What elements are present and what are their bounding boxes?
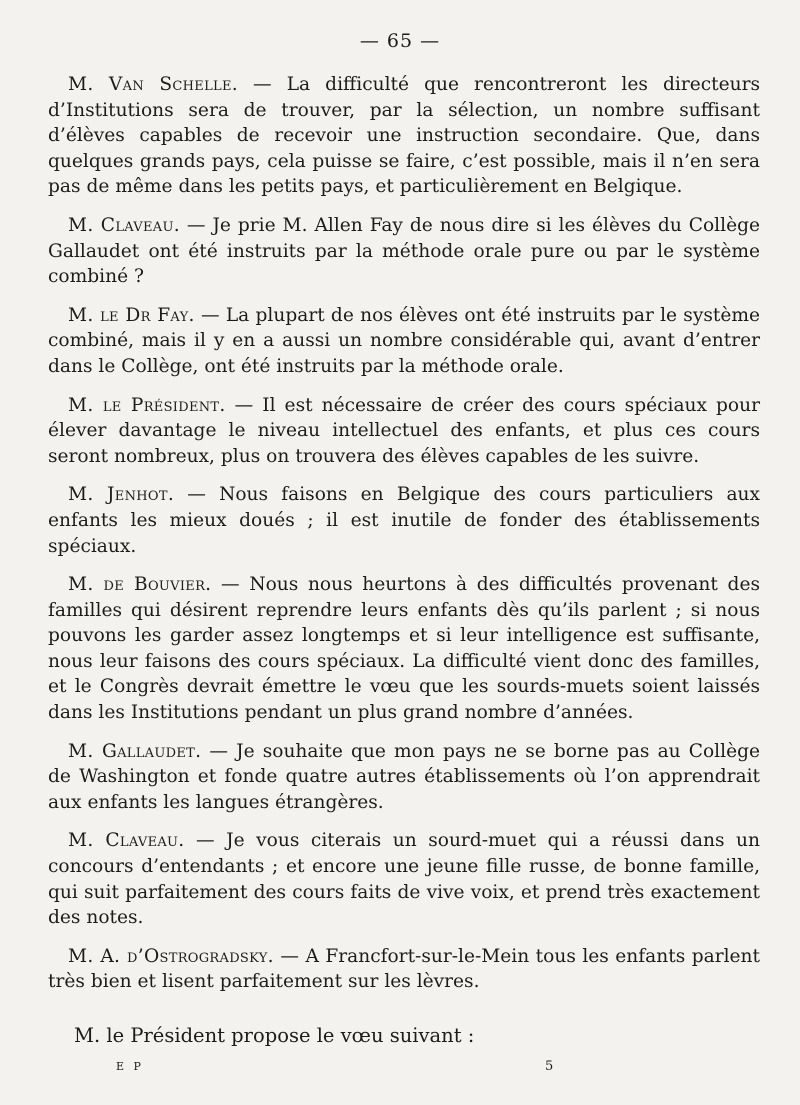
paragraph-text: Nous nous heurtons à des difficultés provenant des familles qui désirent reprendre leurs enfants dès qu’ils parlent ; si nous pouvons les garder assez longtemps et si leur intelligence est suffisante, nous leur faisons des cours spéciaux. La difficulté vient donc des familles, et le Congrès devrait émettre le vœu que les sourds-muets soient laissés dans les Institutions pendant un plus grand nombre d’années. <box>48 574 760 724</box>
footer-signature-mark: E P <box>116 1060 144 1073</box>
speaker-name: M. de Bouvier. <box>68 574 212 596</box>
speaker-name: M. Jenhot. <box>68 484 175 506</box>
paragraph-ostrogradsky: M. A. d’Ostrogradsky. — A Francfort-sur-le-Mein tous les enfants parlent très bien et lisent parfaitement sur les lèvres. <box>48 945 760 993</box>
closing-line: M. le Président propose le vœu suivant : <box>74 1024 475 1047</box>
paragraph-van-schelle: M. Van Schelle. — La difficulté que rencontreront les directeurs d’Institutions sera de trouver, par la sélection, un nombre suffisant d’élèves capables de recevoir une instruction secondaire. Que, dans quelques grands pays, cela puisse se faire, c’est possible, mais il n’en sera pas de même dans les petits pays, et particulièrement en Belgique. <box>48 74 761 198</box>
speaker-name: M. Claveau. <box>68 214 180 236</box>
paragraph-gallaudet: M. Gallaudet. — Je souhaite que mon pays ne se borne pas au Collège de Washington et fonde quatre autres établissements où l’on apprendrait aux enfants les langues étrangères. <box>48 740 760 813</box>
paragraph-text: Nous faisons en Belgique des cours particuliers aux enfants les mieux doués ; il est inutile de fonder des établissements spéciaux. <box>48 484 760 557</box>
speaker-name: M. Claveau. <box>68 830 185 852</box>
speaker-name: M. Gallaudet. <box>68 740 202 762</box>
speaker-name: M. Van Schelle. <box>68 74 238 95</box>
paragraph-text: La difficulté que rencontreront les directeurs d’Institutions sera de trouver, par la sélection, un nombre suffisant d’élèves capables de recevoir une instruction secondaire. Que, dans quelques grands pays, cela puisse se faire, c’est possible, mais il n’en sera pas de même dans les petits pays, et particulièrement en Belgique. <box>48 74 761 198</box>
paragraph-text: Je souhaite que mon pays ne se borne pas au Collège de Washington et fonde quatre autres établissements où l’on apprendrait aux enfants les langues étrangères. <box>48 740 760 813</box>
paragraph-claveau-1: M. Claveau. — Je prie M. Allen Fay de nous dire si les élèves du Collège Gallaudet ont été instruits par la méthode orale pure ou par le système combiné ? <box>48 214 760 288</box>
paragraph-claveau-2: M. Claveau. — Je vous citerais un sourd-muet qui a réussi dans un concours d’entendants ; et encore une jeune fille russe, de bonne famille, qui suit parfaitement des cours faits de vive voix, et prend très exactement des notes. <box>48 830 760 929</box>
page-number: — 65 — <box>359 30 441 52</box>
paragraph-text: A Francfort-sur-le-Mein tous les enfants parlent très bien et lisent parfaitement sur les lèvres. <box>48 945 760 993</box>
paragraph-text: Je prie M. Allen Fay de nous dire si les élèves du Collège Gallaudet ont été instruits par la méthode orale pure ou par le système combiné ? <box>48 214 760 288</box>
paragraph-text: La plupart de nos élèves ont été instruits par le système combiné, mais il y en a aussi un nombre considérable qui, avant d’entrer dans le Collège, ont été instruits par la méthode orale. <box>48 304 760 377</box>
speaker-name: M. le Dr Fay. <box>68 304 195 326</box>
paragraph-jenhot: M. Jenhot. — Nous faisons en Belgique des cours particuliers aux enfants les mieux doués ; il est inutile de fonder des établissements spéciaux. <box>48 484 760 557</box>
footer-signature-number: 5 <box>545 1059 554 1074</box>
page-content <box>48 72 760 1008</box>
paragraph-text: Je vous citerais un sourd-muet qui a réussi dans un concours d’entendants ; et encore une jeune fille russe, de bonne famille, qui suit parfaitement des cours faits de vive voix, et prend très exactement des notes. <box>48 830 760 929</box>
paragraph-president: M. le Président. — Il est nécessaire de créer des cours spéciaux pour élever davantage le niveau intellectuel des enfants, et plus ces cours seront nombreux, plus on trouvera des élèves capables de les suivre. <box>48 394 760 467</box>
speaker-name: M. A. d’Ostrogradsky. <box>68 945 274 967</box>
paragraph-de-bouvier: M. de Bouvier. — Nous nous heurtons à des difficultés provenant des familles qui désirent reprendre leurs enfants dès qu’ils parlent ; si nous pouvons les garder assez longtemps et si leur intelligence est suffisante, nous leur faisons des cours spéciaux. La difficulté vient donc des familles, et le Congrès devrait émettre le vœu que les sourds-muets soient laissés dans les Institutions pendant un plus grand nombre d’années. <box>48 574 760 724</box>
paragraph-text: Il est nécessaire de créer des cours spéciaux pour élever davantage le niveau intellectuel des enfants, et plus ces cours seront nombreux, plus on trouvera des élèves capables de les suivre. <box>48 394 760 467</box>
speaker-name: M. le Président. <box>68 394 226 416</box>
paragraph-fay: M. le Dr Fay. — La plupart de nos élèves ont été instruits par le système combiné, mais il y en a aussi un nombre considérable qui, avant d’entrer dans le Collège, ont été instruits par la méthode orale. <box>48 304 760 377</box>
